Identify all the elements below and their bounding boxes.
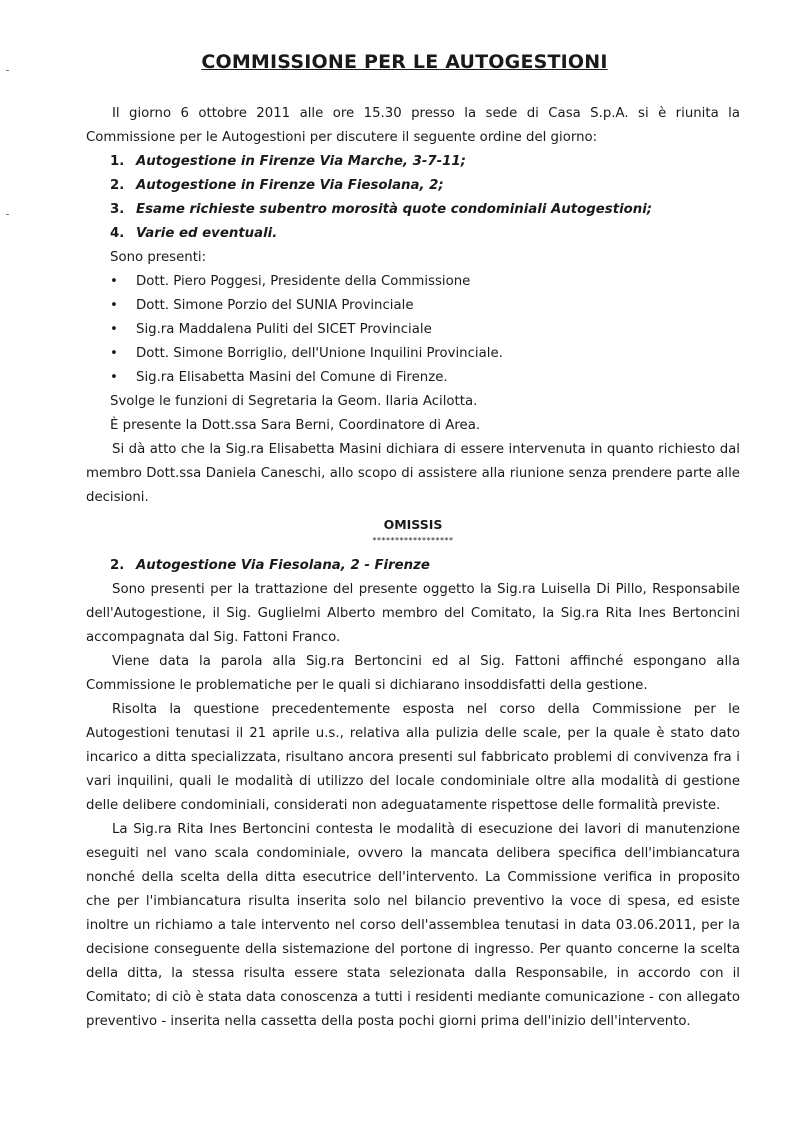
secretary-line: Svolge le funzioni di Segretaria la Geom. Ilaria Acilotta. <box>110 394 478 409</box>
document-title: COMMISSIONE PER LE AUTOGESTIONI <box>201 51 608 73</box>
agenda-list <box>86 150 740 246</box>
agenda-item <box>110 222 740 246</box>
attendee-item <box>110 270 740 294</box>
attendee-item <box>110 342 740 366</box>
note-paragraph: Si dà atto che la Sig.ra Elisabetta Masini dichiara di essere intervenuta in quanto richiesto dal membro Dott.ssa Daniela Caneschi, allo scopo di assistere alla riunione senza prendere parte alle decisioni. <box>86 442 740 505</box>
bullet-icon: • <box>110 322 118 337</box>
body-paragraph: Viene data la parola alla Sig.ra Bertoncini ed al Sig. Fattoni affinché espongano alla Commissione le problematiche per le quali si dichiarano insoddisfatti della gestione. <box>86 654 740 693</box>
agenda-item <box>110 198 740 222</box>
body-paragraph: La Sig.ra Rita Ines Bertoncini contesta le modalità di esecuzione dei lavori di manutenzione eseguiti nel vano scala condominiale, ovvero la mancata delibera specifica dell'imbiancatura nonché della scelta della ditta esecutrice dell'intervento. La Commissione verifica in proposito che per l'imbiancatura risulta inserita solo nel bilancio preventivo la voce di spesa, ed esiste inoltre un richiamo a tale intervento nel corso dell'assemblea tenutasi in data 03.06.2011, per la decisione conseguente della sistemazione del portone di ingresso. Per quanto concerne la scelta della ditta, la stessa risulta essere stata selezionata dalla Responsabile, in accordo con il Comitato; di ciò è stata data conoscenza a tutti i residenti mediante comunicazione - con allegato preventivo - inserita nella cassetta della posta pochi giorni prima dell'inizio dell'intervento. <box>86 822 740 1029</box>
agenda-number: 3. <box>110 202 125 217</box>
bullet-icon: • <box>110 346 118 361</box>
agenda-item <box>110 174 740 198</box>
attendee-text: Dott. Simone Porzio del SUNIA Provinciale <box>136 298 414 313</box>
attendee-text: Sig.ra Maddalena Puliti del SICET Provinciale <box>136 322 432 337</box>
attendee-text: Sig.ra Elisabetta Masini del Comune di Firenze. <box>136 370 448 385</box>
agenda-text: Autogestione in Firenze Via Marche, 3-7-11; <box>136 154 466 169</box>
body-paragraph: Sono presenti per la trattazione del presente oggetto la Sig.ra Luisella Di Pillo, Responsabile dell'Autogestione, il Sig. Guglielmi Alberto membro del Comitato, la Sig.ra Rita Ines Bertoncini accompagnata dal Sig. Fattoni Franco. <box>86 582 740 645</box>
agenda-number: 2. <box>110 178 125 193</box>
bullet-icon: • <box>110 298 118 313</box>
document-body <box>86 102 740 1034</box>
agenda-number: 1. <box>110 154 125 169</box>
body-paragraph: Risolta la questione precedentemente esposta nel corso della Commissione per le Autogestioni tenutasi il 21 aprile u.s., relativa alla pulizia delle scale, per la quale è stato dato incarico a ditta specializzata, risultano ancora presenti sul fabbricato problemi di convivenza fra i vari inquilini, quali le modalità di utilizzo del locale condominiale oltre alla modalità di gestione delle delibere condominiali, considerati non adeguatamente rispettose delle formalità previste. <box>86 702 740 813</box>
agenda-item <box>110 150 740 174</box>
attendee-item <box>110 366 740 390</box>
intro-paragraph: Il giorno 6 ottobre 2011 alle ore 15.30 presso la sede di Casa S.p.A. si è riunita la Commissione per le Autogestioni per discutere il seguente ordine del giorno: <box>86 106 740 145</box>
margin-mark <box>6 214 9 215</box>
section-title: Autogestione Via Fiesolana, 2 - Firenze <box>136 558 430 573</box>
agenda-number: 4. <box>110 226 125 241</box>
agenda-text: Varie ed eventuali. <box>136 226 278 241</box>
omissis-heading: OMISSIS <box>383 517 443 532</box>
attendee-item <box>110 318 740 342</box>
attendee-item <box>110 294 740 318</box>
separator-stars: ****************** <box>372 536 454 545</box>
present-label: Sono presenti: <box>110 250 207 265</box>
section-heading <box>110 554 740 578</box>
attendee-text: Dott. Simone Borriglio, dell'Unione Inquilini Provinciale. <box>136 346 503 361</box>
coordinator-line: È presente la Dott.ssa Sara Berni, Coordinatore di Area. <box>110 418 481 433</box>
bullet-icon: • <box>110 370 118 385</box>
agenda-text: Esame richieste subentro morosità quote condominiali Autogestioni; <box>136 202 653 217</box>
agenda-text: Autogestione in Firenze Via Fiesolana, 2; <box>136 178 444 193</box>
bullet-icon: • <box>110 274 118 289</box>
attendee-text: Dott. Piero Poggesi, Presidente della Commissione <box>136 274 471 289</box>
attendees-list <box>86 270 740 390</box>
section-number: 2. <box>110 558 125 573</box>
